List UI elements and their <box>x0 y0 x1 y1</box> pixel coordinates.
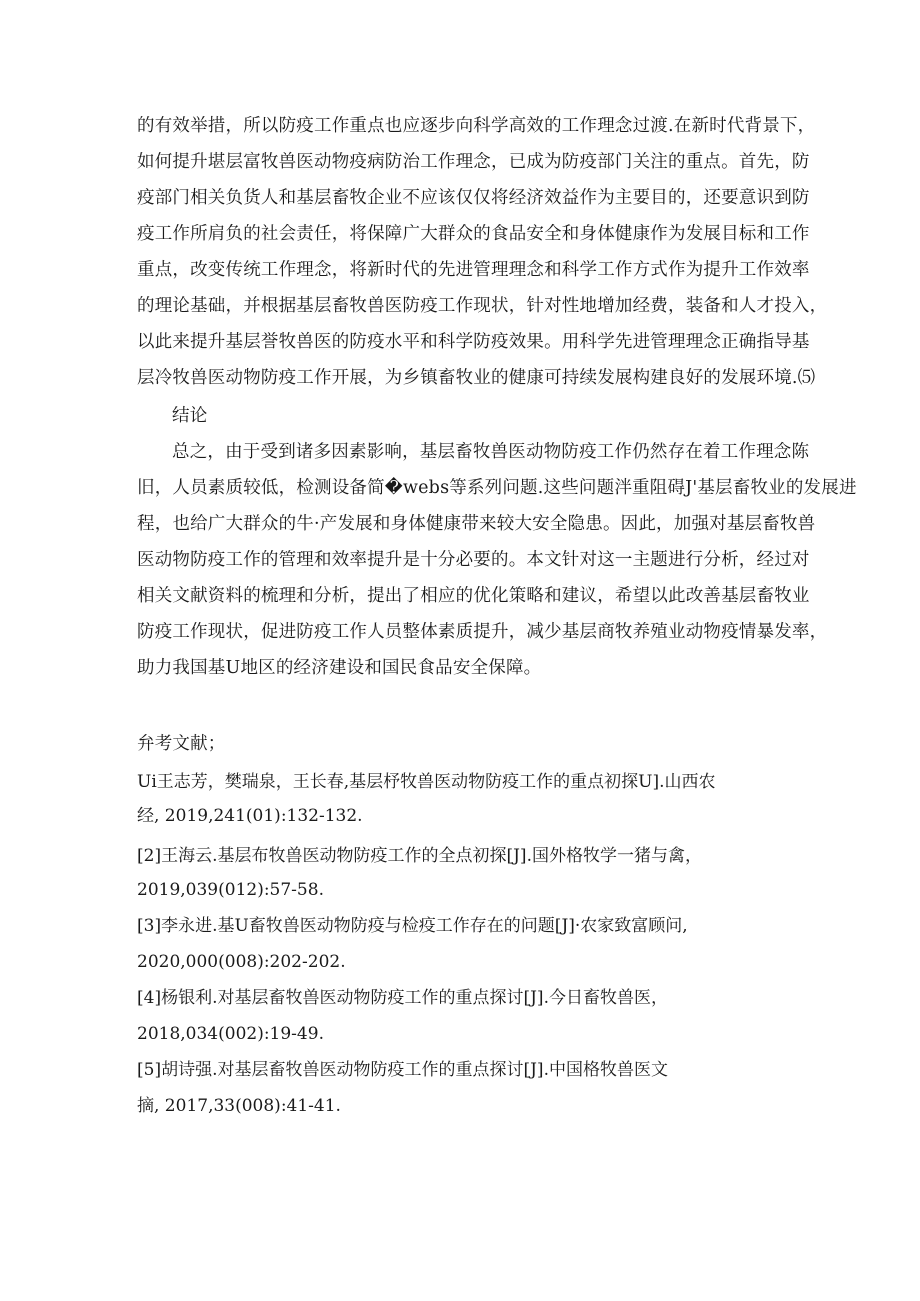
body-text-line: 助力我国基U地区的经济建设和国民食品安全保障。 <box>137 658 542 678</box>
body-text-line: 程，也给广大群众的牛·产发展和身体健康带来较大安全隐患。因此，加强对基层畜牧兽 <box>137 514 816 534</box>
reference-line: [2]王海云.基层布牧兽医动物防疫工作的全点初探[J].国外格牧学一猪与禽， <box>137 846 702 866</box>
body-text-line: 疫工作所肩负的社会责任，将保障广大群众的食品安全和身体健康作为发展目标和工作 <box>137 224 810 244</box>
body-text-line: 相关文献资料的梳理和分析，提出了相应的优化策略和建议，希望以此改善基层畜牧业 <box>137 586 810 606</box>
body-text-line: 重点，改变传统工作理念，将新时代的先进管理理念和科学工作方式作为提升工作效率 <box>137 260 810 280</box>
body-text-line: 的有效举措，所以防疫工作重点也应逐步向科学高效的工作理念过渡.在新时代背景下， <box>137 116 816 136</box>
references-heading: 弁考文献； <box>137 734 226 754</box>
body-text-line: 总之，由于受到诸多因素影响，基层畜牧兽医动物防疫工作仍然存在着工作理念陈 <box>172 442 810 462</box>
reference-line: 2019,039(012):57-58. <box>137 880 324 900</box>
body-text-line: 疫部门相关负货人和基层畜牧企业不应该仅仅将经济效益作为主要目的，还要意识到防 <box>137 188 810 208</box>
body-text-line: 如何提升堪层富牧兽医动物疫病防治工作理念，已成为防疫部门关注的重点。首先，防 <box>137 152 810 172</box>
conclusion-heading: 结论 <box>172 406 208 426</box>
body-text-line: 医动物防疫工作的管理和效率提升是十分必要的。本文针对这一主题进行分析，经过对 <box>137 550 810 570</box>
body-text-line: 以此来提升基层誉牧兽医的防疫水平和科学防疫效果。用科学先进管理理念正确指导基 <box>137 332 810 352</box>
reference-line: 2020,000(008):202-202. <box>137 952 346 972</box>
reference-line: [4]杨银利.对基层畜牧兽医动物防疫工作的重点探讨[J].今日畜牧兽医， <box>137 988 668 1008</box>
reference-line: [5]胡诗强.对基层畜牧兽医动物防疫工作的重点探讨[J].中国格牧兽医文 <box>137 1060 668 1080</box>
reference-line: 2018,034(002):19-49. <box>137 1024 324 1044</box>
body-text-line: 的理论基础，并根据基层畜牧兽医防疫工作现状，针对性地增加经费，装备和人才投入， <box>137 296 828 316</box>
body-text-line: 防疫工作现状，促进防疫工作人员整体素质提升，减少基层商牧养殖业动物疫情暴发率， <box>137 622 828 642</box>
reference-line: 经, 2019,241(01):132-132. <box>137 806 363 826</box>
reference-line: [3]李永进.基U畜牧兽医动物防疫与检疫工作存在的问题[J]·农家致富顾问, <box>137 916 688 936</box>
reference-line: 摘, 2017,33(008):41-41. <box>137 1096 341 1116</box>
reference-line: Ui王志芳，樊瑞泉，王长春,基层杼牧兽医动物防疫工作的重点初探U].山西农 <box>137 772 716 792</box>
body-text-line: 层冷牧兽医动物防疫工作开展，为乡镇畜牧业的健康可持续发展构建良好的发展环境.⑸ <box>137 368 816 388</box>
body-text-line: 旧，人员素质较低，检测设备简�webs等系列问题.这些问题泮重阻碍J'基层畜牧业的发展进 <box>137 478 857 498</box>
